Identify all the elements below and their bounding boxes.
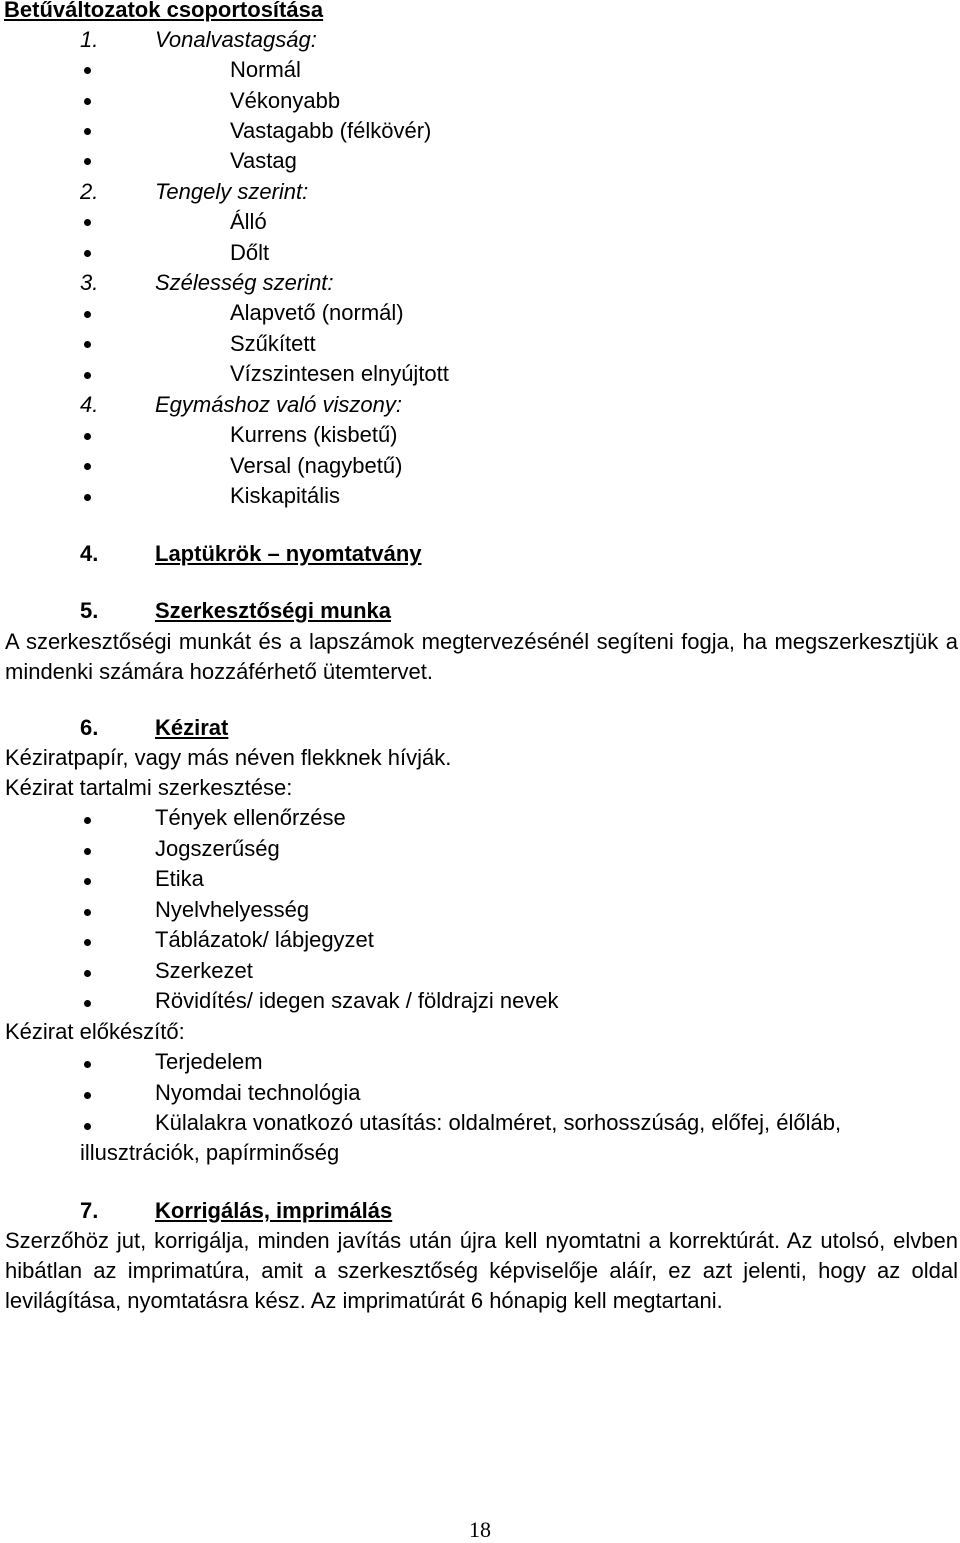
bullet-icon xyxy=(84,219,91,226)
bullet-icon xyxy=(84,970,91,977)
bullet-icon xyxy=(84,128,91,135)
bullet-icon xyxy=(84,98,91,105)
section-6-line: Kéziratpapír, vagy más néven flekknek hívják. xyxy=(5,745,452,770)
list-item: Dőlt xyxy=(230,240,270,265)
bullet-icon xyxy=(84,250,91,257)
list-item: Kiskapitális xyxy=(230,483,341,508)
section-6-heading: 6. Kézirat xyxy=(80,715,229,740)
section-7-paragraph: Szerzőhöz jut, korrigálja, minden javítás után újra kell nyomtatni a korrektúrát. Az utolsó, elvben hibátlan az imprimatúra, amit a szerkesztőség képviselője aláír, ez azt jelenti, hogy az oldal levilágítása, nyomtatásra kész. Az imprimatúrát 6 hónapig kell megtartani. xyxy=(5,1228,958,1313)
group-3-title: 3. Szélesség szerint: xyxy=(80,270,334,295)
list-item: Vízszintesen elnyújtott xyxy=(230,361,449,386)
list-item: Vékonyabb xyxy=(230,88,341,113)
bullet-icon xyxy=(84,1061,91,1068)
list-item: Szűkített xyxy=(230,331,316,356)
list-item: Táblázatok/ lábjegyzet xyxy=(155,927,374,952)
section-6-line: Kézirat tartalmi szerkesztése: xyxy=(5,775,293,800)
bullet-icon xyxy=(84,939,91,946)
section-7-heading: 7. Korrigálás, imprimálás xyxy=(80,1198,393,1223)
bullet-icon xyxy=(84,158,91,165)
bullet-icon xyxy=(84,1123,91,1130)
bullet-icon xyxy=(84,817,91,824)
bullet-icon xyxy=(84,1000,91,1007)
bullet-icon xyxy=(84,848,91,855)
bullet-icon xyxy=(84,372,91,379)
list-item: Etika xyxy=(155,866,204,891)
list-item: Jogszerűség xyxy=(155,836,280,861)
group-1-title: 1. Vonalvastagság: xyxy=(80,27,317,52)
list-item: Versal (nagybetű) xyxy=(230,453,403,478)
list-item: Kurrens (kisbetű) xyxy=(230,422,398,447)
list-item-continuation: illusztrációk, papírminőség xyxy=(80,1140,340,1165)
list-item: Külalakra vonatkozó utasítás: oldalméret, sorhosszúság, előfej, élőláb, xyxy=(155,1110,842,1135)
bullet-icon xyxy=(84,433,91,440)
section-6-line: Kézirat előkészítő: xyxy=(5,1019,185,1044)
list-item: Terjedelem xyxy=(155,1049,263,1074)
list-item: Nyomdai technológia xyxy=(155,1080,361,1105)
section-5-paragraph: A szerkesztőségi munkát és a lapszámok megtervezésénél segíteni fogja, ha megszerkesztjük a mindenki számára hozzáférhető ütemtervet. xyxy=(5,629,958,684)
bullet-icon xyxy=(84,67,91,74)
list-item: Vastagabb (félkövér) xyxy=(230,118,432,143)
group-4-title: 4. Egymáshoz való viszony: xyxy=(80,392,402,417)
bullet-icon xyxy=(84,311,91,318)
bullet-icon xyxy=(84,463,91,470)
list-item: Álló xyxy=(230,209,267,234)
list-item: Normál xyxy=(230,57,301,82)
list-item: Vastag xyxy=(230,148,297,173)
list-item: Alapvető (normál) xyxy=(230,300,404,325)
list-item: Rövidítés/ idegen szavak / földrajzi nevek xyxy=(155,988,559,1013)
page-number: 18 xyxy=(469,1517,491,1542)
bullet-icon xyxy=(84,1092,91,1099)
page-heading: Betűváltozatok csoportosítása xyxy=(4,0,324,22)
bullet-icon xyxy=(84,494,91,501)
list-item: Tények ellenőrzése xyxy=(155,805,346,830)
group-2-title: 2. Tengely szerint: xyxy=(80,179,309,204)
section-4-heading: 4. Laptükrök – nyomtatvány xyxy=(80,541,422,566)
list-item: Nyelvhelyesség xyxy=(155,897,310,922)
bullet-icon xyxy=(84,878,91,885)
section-5-heading: 5. Szerkesztőségi munka xyxy=(80,598,391,623)
bullet-icon xyxy=(84,909,91,916)
bullet-icon xyxy=(84,341,91,348)
list-item: Szerkezet xyxy=(155,958,253,983)
